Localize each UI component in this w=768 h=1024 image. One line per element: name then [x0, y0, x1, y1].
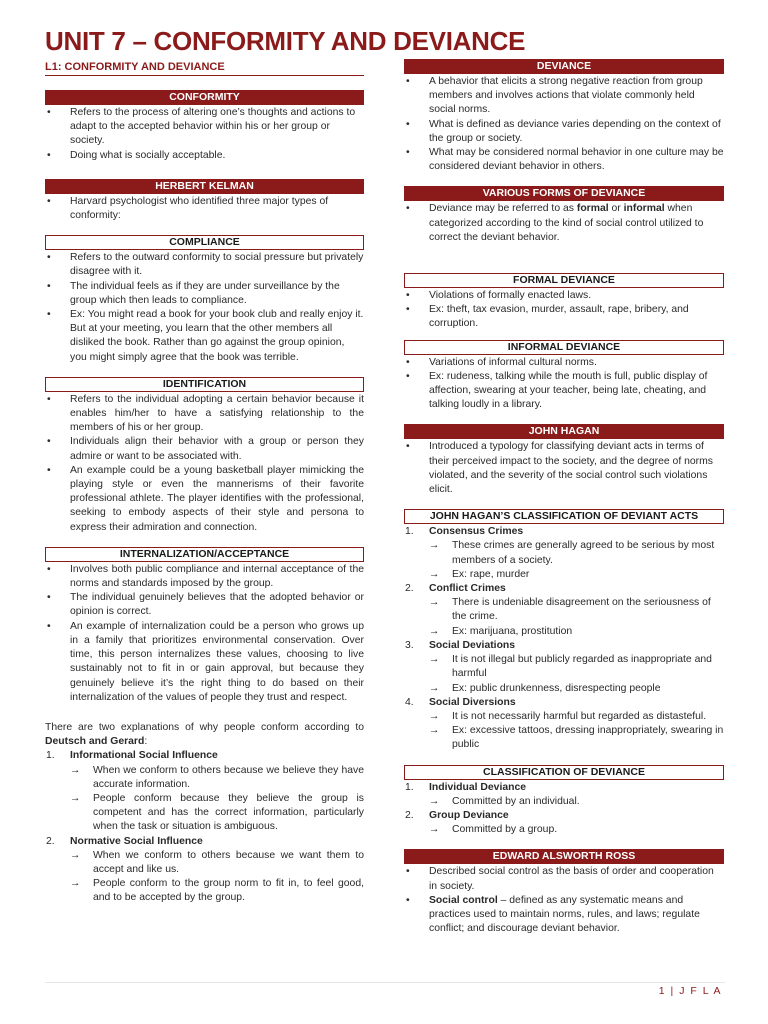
list-item: 1. Individual Deviance → Committed by an individual.: [404, 781, 724, 809]
sub-item: → It is not illegal but publicly regarded as inappropriate and harmful: [429, 653, 724, 681]
left-column: [45, 60, 364, 906]
explanations-list: [45, 749, 364, 905]
sub-item: → When we conform to others because we want them to accept and like us.: [70, 849, 364, 877]
list-item: • What is defined as deviance varies depending on the context of the group or society.: [404, 118, 724, 146]
section-header-identification: IDENTIFICATION: [45, 377, 364, 392]
section-header-internalization: INTERNALIZATION/ACCEPTANCE: [45, 547, 364, 562]
ross-list: [404, 865, 724, 936]
list-item: • The individual feels as if they are under surveillance by the group which then leads to compliance.: [45, 280, 364, 308]
list-item: • Variations of informal cultural norms.: [404, 356, 724, 370]
sub-item: → These crimes are generally agreed to be serious by most members of a society.: [429, 539, 724, 567]
list-item: • Individuals align their behavior with a group or person they admire or want to be associated with.: [45, 435, 364, 463]
forms-list: [404, 202, 724, 245]
list-item: • Deviance may be referred to as formal or informal when categorized according to the kind of social control utilized to correct the deviant behavior.: [404, 202, 724, 245]
list-item: • Described social control as the basis of order and cooperation in society.: [404, 865, 724, 893]
list-item: • A behavior that elicits a strong negative reaction from group members and involves actions that violate commonly held social norms.: [404, 75, 724, 118]
list-item: • Refers to the individual adopting a certain behavior because it enables him/her to have a satisfying relationship to the members of his or her group.: [45, 393, 364, 436]
list-item: 2. Normative Social Influence → When we conform to others because we want them to accept and like us. → People conform to the group norm to fit in, to feel good, and to be accepted by the group.: [45, 835, 364, 906]
sub-item: → People conform because they believe the group is competent and has the correct information, particularly when the task or situation is ambiguous.: [70, 792, 364, 835]
internalization-list: [45, 563, 364, 705]
list-item: • Ex: rudeness, talking while the mouth is full, public display of affection, swearing at your teacher, being late, cheating, and talking loudly in a library.: [404, 370, 724, 413]
list-item: 1. Consensus Crimes → These crimes are generally agreed to be serious by most members of a society. → Ex: rape, murder: [404, 525, 724, 582]
list-item: • The individual genuinely believes that the adopted behavior or opinion is correct.: [45, 591, 364, 619]
list-item: • Doing what is socially acceptable.: [45, 149, 364, 163]
footer-divider: [45, 982, 725, 983]
sub-item: → Ex: public drunkenness, disrespecting people: [429, 682, 724, 696]
formal-deviance-list: [404, 289, 724, 332]
sub-item: → Committed by an individual.: [429, 795, 724, 809]
sub-item: → When we conform to others because we believe they have accurate information.: [70, 764, 364, 792]
section-header-deviance: DEVIANCE: [404, 59, 724, 74]
list-item: • Introduced a typology for classifying deviant acts in terms of their perceived impact to the society, and the degree of norms violated, and the severity of the social control such violations elicit.: [404, 440, 724, 497]
classification-list: [404, 781, 724, 838]
sub-item: → People conform to the group norm to fit in, to feel good, and to be accepted by the group.: [70, 877, 364, 905]
hagan-list: [404, 440, 724, 497]
kelman-list: [45, 195, 364, 223]
list-item: • Ex: You might read a book for your book club and really enjoy it. But at your meeting, you learn that the other members all disliked the book. Rather than go against the group opinion, you might simply agree that the book was terrible.: [45, 308, 364, 365]
list-item: 2. Group Deviance → Committed by a group.: [404, 809, 724, 837]
list-item: 3. Social Deviations → It is not illegal but publicly regarded as inappropriate and harmful → Ex: public drunkenness, disrespecting people: [404, 639, 724, 696]
sub-item: → Ex: rape, murder: [429, 568, 724, 582]
page-title: UNIT 7 – CONFORMITY AND DEVIANCE: [45, 26, 526, 56]
section-header-kelman: HERBERT KELMAN: [45, 179, 364, 194]
compliance-list: [45, 251, 364, 365]
section-header-hagan-classification: JOHN HAGAN’S CLASSIFICATION OF DEVIANT ACTS: [404, 509, 724, 524]
list-item: • An example of internalization could be a person who grows up in a family that prioritizes environmental conservation. Over time, this person internalizes these values, choosing to live sustainably not to fit in or gain approval, but because they genuinely believe it’s the right thing to do based on their internalization of the values of people they trust and respect.: [45, 620, 364, 705]
list-item: • Refers to the process of altering one’s thoughts and actions to adapt to the accepted behavior within his or her group or society.: [45, 106, 364, 149]
list-item: • Violations of formally enacted laws.: [404, 289, 724, 303]
sub-item: → There is undeniable disagreement on the seriousness of the crime.: [429, 596, 724, 624]
sub-item: → It is not necessarily harmful but regarded as distasteful.: [429, 710, 724, 724]
list-item: • An example could be a young basketball player mimicking the playing style or even the mannerisms of their favorite professional athlete. The player identifies with the professional, seeking to embody aspects of their style and persona to express their admiration and connection.: [45, 464, 364, 535]
section-header-informal-deviance: INFORMAL DEVIANCE: [404, 340, 724, 355]
list-item: • Social control – defined as any systematic means and practices used to maintain norms, rules, and laws; regulate conflict; and discourage deviant behavior.: [404, 894, 724, 937]
explanations-intro: There are two explanations of why people conform according to Deutsch and Gerard:: [45, 721, 364, 748]
page-footer: 1 | J F L A: [658, 985, 722, 997]
list-item: • Harvard psychologist who identified three major types of conformity:: [45, 195, 364, 223]
list-item: • Refers to the outward conformity to social pressure but privately disagree with it.: [45, 251, 364, 279]
list-item: • What may be considered normal behavior in one culture may be considered deviant behavior in others.: [404, 146, 724, 174]
section-header-compliance: COMPLIANCE: [45, 235, 364, 250]
section-header-ross: EDWARD ALSWORTH ROSS: [404, 849, 724, 864]
sub-item: → Ex: marijuana, prostitution: [429, 625, 724, 639]
lesson-heading: L1: CONFORMITY AND DEVIANCE: [45, 60, 364, 76]
informal-deviance-list: [404, 356, 724, 413]
section-header-forms: VARIOUS FORMS OF DEVIANCE: [404, 186, 724, 201]
right-column: [404, 59, 724, 936]
identification-list: [45, 393, 364, 535]
list-item: 1. Informational Social Influence → When we conform to others because we believe they have accurate information. → People conform because they believe the group is competent and has the correct information, particularly when the task or situation is ambiguous.: [45, 749, 364, 834]
section-header-formal-deviance: FORMAL DEVIANCE: [404, 273, 724, 288]
sub-item: → Ex: excessive tattoos, dressing inappropriately, swearing in public: [429, 724, 724, 752]
section-header-classification-of-deviance: CLASSIFICATION OF DEVIANCE: [404, 765, 724, 780]
section-header-conformity: CONFORMITY: [45, 90, 364, 105]
list-item: 2. Conflict Crimes → There is undeniable disagreement on the seriousness of the crime. → Ex: marijuana, prostitution: [404, 582, 724, 639]
list-item: • Involves both public compliance and internal acceptance of the norms and standards imposed by the group.: [45, 563, 364, 591]
hagan-classification-list: [404, 525, 724, 752]
section-header-john-hagan: JOHN HAGAN: [404, 424, 724, 439]
deviance-list: [404, 75, 724, 174]
conformity-list: [45, 106, 364, 163]
list-item: 4. Social Diversions → It is not necessarily harmful but regarded as distasteful. → Ex: excessive tattoos, dressing inappropriately, swearing in public: [404, 696, 724, 753]
sub-item: → Committed by a group.: [429, 823, 724, 837]
list-item: • Ex: theft, tax evasion, murder, assault, rape, bribery, and corruption.: [404, 303, 724, 331]
